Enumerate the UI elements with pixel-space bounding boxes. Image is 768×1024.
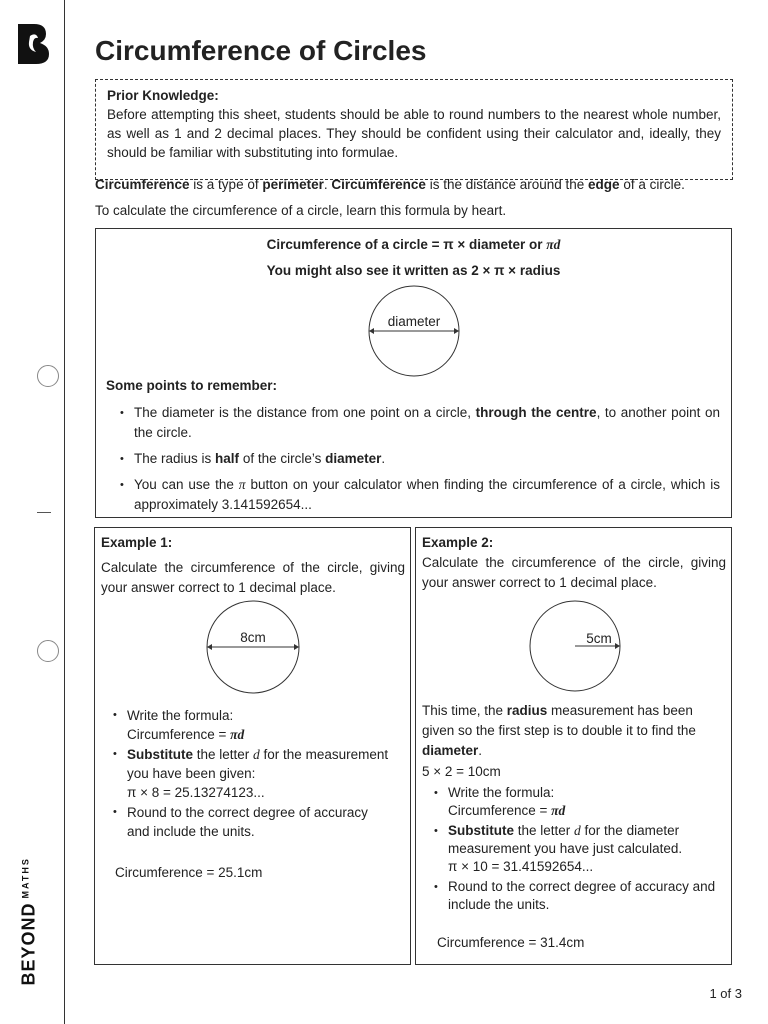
example-2-steps [434,784,724,914]
example-1-question: Calculate the circumference of the circle, giving your answer correct to 1 decimal place. [101,560,405,595]
example-1-circle [203,600,303,694]
example-1-answer: Circumference = 25.1cm [115,865,263,880]
intro-line-2: To calculate the circumference of a circle, learn this formula by heart. [95,203,507,218]
ex2-step-2: • Substitute the letter d for the diameter measurement you have just calculated. π × 10 = 31.41592654... [434,822,724,876]
example-1-box [94,527,411,965]
formula-line-2: You might also see it written as 2 × π × radius [266,263,561,278]
example-2-circle [526,600,624,692]
diameter-label: diameter [387,314,441,329]
example-2-title: Example 2: [422,535,494,550]
formula-line-1 [96,237,731,253]
point-3: • You can use the π button on your calculator when finding the circumference of a circle, which is approximately 3.141592654... [120,475,720,515]
page-number: 1 of 3 [709,986,742,1001]
example-2-label: 5cm [586,631,612,646]
ex1-step-3: • Round to the correct degree of accuracy and include the units. [113,803,393,841]
example-2-answer: Circumference = 31.4cm [437,935,585,950]
example-2-calc: 5 × 2 = 10cm [422,764,501,779]
diameter-circle [364,285,464,377]
example-1-title: Example 1: [101,535,173,550]
intro-text: is the distance around the [425,177,589,192]
formula-pid: πd [546,237,561,252]
intro-text: of a circle. [619,177,685,192]
fold-mark [37,512,51,513]
prior-heading: Prior Knowledge: [107,88,219,103]
points-list [120,403,720,515]
formula-box [95,228,732,518]
brand-sub: MATHS [20,857,31,899]
prior-knowledge-box [95,79,733,180]
term-edge: edge [588,177,620,192]
example-2-explanation: This time, the radius measurement has been given so the first step is to double it to find the diameter. [422,703,696,758]
sidebar-divider [64,0,65,1024]
brand-vertical [14,850,44,1000]
term-circumference: Circumference [95,177,190,192]
intro-text: . [323,177,332,192]
intro-text: is a type of [189,177,263,192]
point-2: • The radius is half of the circle’s diameter. [120,449,720,469]
ex1-step-2: • Substitute the letter d for the measurement you have been given: π × 8 = 25.13274123... [113,745,393,802]
ex2-step-1: • Write the formula: Circumference = πd [434,784,724,820]
ex2-step-3: • Round to the correct degree of accuracy and include the units. [434,878,724,914]
example-2-box [415,527,732,965]
page-title: Circumference of Circles [95,35,427,66]
formula-text: Circumference of a circle = π × diameter or [266,237,547,252]
intro-line-1 [95,177,685,192]
punch-hole-bottom [37,640,59,662]
ex1-step-1: • Write the formula: Circumference = πd [113,706,393,744]
term-circumference: Circumference [331,177,426,192]
example-1-steps [113,706,393,841]
term-perimeter: perimeter [262,177,324,192]
prior-text: Before attempting this sheet, students should be able to round numbers to the nearest whole number, as well as 1 and 2 decimal places. They should be confident using their calculator and, ideally, they should be familiar with substituting into formulae. [107,107,721,160]
beyond-logo-icon [16,24,50,64]
punch-hole-top [37,365,59,387]
point-1: • The diameter is the distance from one point on a circle, through the centre, to another point on the circle. [120,403,720,443]
example-1-label: 8cm [240,630,266,645]
brand-main: BEYOND [18,902,39,986]
example-2-question: Calculate the circumference of the circle, giving your answer correct to 1 decimal place. [422,555,726,590]
points-title: Some points to remember: [106,378,278,393]
